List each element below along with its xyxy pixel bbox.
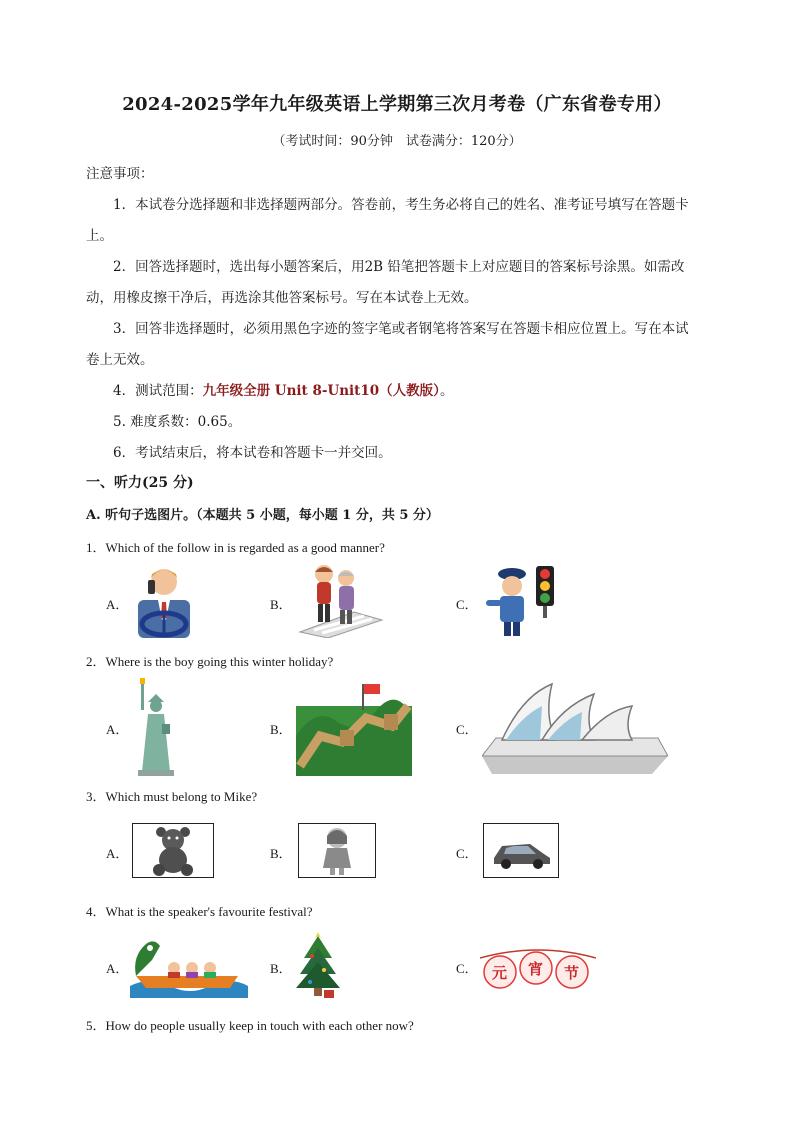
q4-option-b: B． xyxy=(270,961,292,976)
lantern-char-2: 宵 xyxy=(528,960,544,978)
traffic-police-image xyxy=(482,562,562,638)
q4-option-a: A． xyxy=(106,961,129,976)
question-4: 4．What is the speaker's favourite festival? xyxy=(86,904,313,919)
note-5: 5. 难度系数：0.65。 xyxy=(113,414,242,430)
section-title: 一、听力(25 分) xyxy=(86,475,194,491)
teddy-bear-image xyxy=(132,823,214,878)
exam-info: （考试时间：90分钟 试卷满分：120分） xyxy=(272,134,522,149)
q1-option-c: C． xyxy=(456,597,478,612)
great-wall-image xyxy=(296,676,412,776)
q2-option-b: B． xyxy=(270,722,292,737)
part-a-heading: A. 听句子选图片。（本题共 5 小题，每小题 1 分，共 5 分） xyxy=(86,508,439,523)
q1-option-a: A． xyxy=(106,597,129,612)
test-scope: 九年级全册 Unit 8-Unit10（人教版） xyxy=(202,383,440,399)
dragon-boat-image xyxy=(130,930,248,998)
q1-option-b: B． xyxy=(270,597,292,612)
lantern-char-3: 节 xyxy=(564,964,580,982)
note-4-prefix: 4．测试范围： xyxy=(113,383,203,399)
toy-car-image xyxy=(483,823,559,878)
helping-elderly-image xyxy=(294,562,384,638)
lantern-festival-image xyxy=(480,938,596,994)
page-title: 2024-2025学年九年级英语上学期第三次月考卷（广东省卷专用） xyxy=(122,94,672,115)
question-3: 3．Which must belong to Mike? xyxy=(86,789,258,804)
note-6: 6．考试结束后，将本试卷和答题卡一并交回。 xyxy=(113,445,392,461)
q3-option-b: B． xyxy=(270,846,292,861)
note-4-suffix: 。 xyxy=(439,383,454,399)
q2-option-a: A． xyxy=(106,722,129,737)
note-1-line-1: 1．本试卷分选择题和非选择题两部分。答卷前，考生务必将自己的姓名、准考证号填写在答题卡 xyxy=(113,197,689,213)
statue-of-liberty-image xyxy=(128,676,186,776)
note-3-line-2: 卷上无效。 xyxy=(86,352,154,368)
note-3-line-1: 3．回答非选择题时，必须用黑色字迹的签字笔或者钢笔将答案写在答题卡相应位置上。写在本试 xyxy=(113,321,689,337)
q4-option-c: C． xyxy=(456,961,478,976)
q3-option-a: A． xyxy=(106,846,129,861)
note-4 xyxy=(113,379,453,399)
q2-option-c: C． xyxy=(456,722,478,737)
lantern-char-1: 元 xyxy=(492,964,508,982)
note-1-line-2: 上。 xyxy=(86,228,113,244)
question-5: 5．How do people usually keep in touch with each other now? xyxy=(86,1018,414,1033)
q3-option-c: C． xyxy=(456,846,478,861)
note-2-line-2: 动，用橡皮擦干净后，再选涂其他答案标号。写在本试卷上无效。 xyxy=(86,290,478,306)
question-2: 2．Where is the boy going this winter holiday? xyxy=(86,654,334,669)
notes-heading: 注意事项： xyxy=(86,166,154,182)
sydney-opera-house-image xyxy=(482,676,668,776)
man-driving-on-phone-image xyxy=(130,562,198,638)
note-2-line-1: 2．回答选择题时，选出每小题答案后，用2B 铅笔把答题卡上对应题目的答案标号涂黑。如需改 xyxy=(113,259,685,275)
christmas-tree-image xyxy=(296,930,340,998)
doll-image xyxy=(298,823,376,878)
question-1: 1．Which of the follow in is regarded as a good manner? xyxy=(86,540,385,555)
